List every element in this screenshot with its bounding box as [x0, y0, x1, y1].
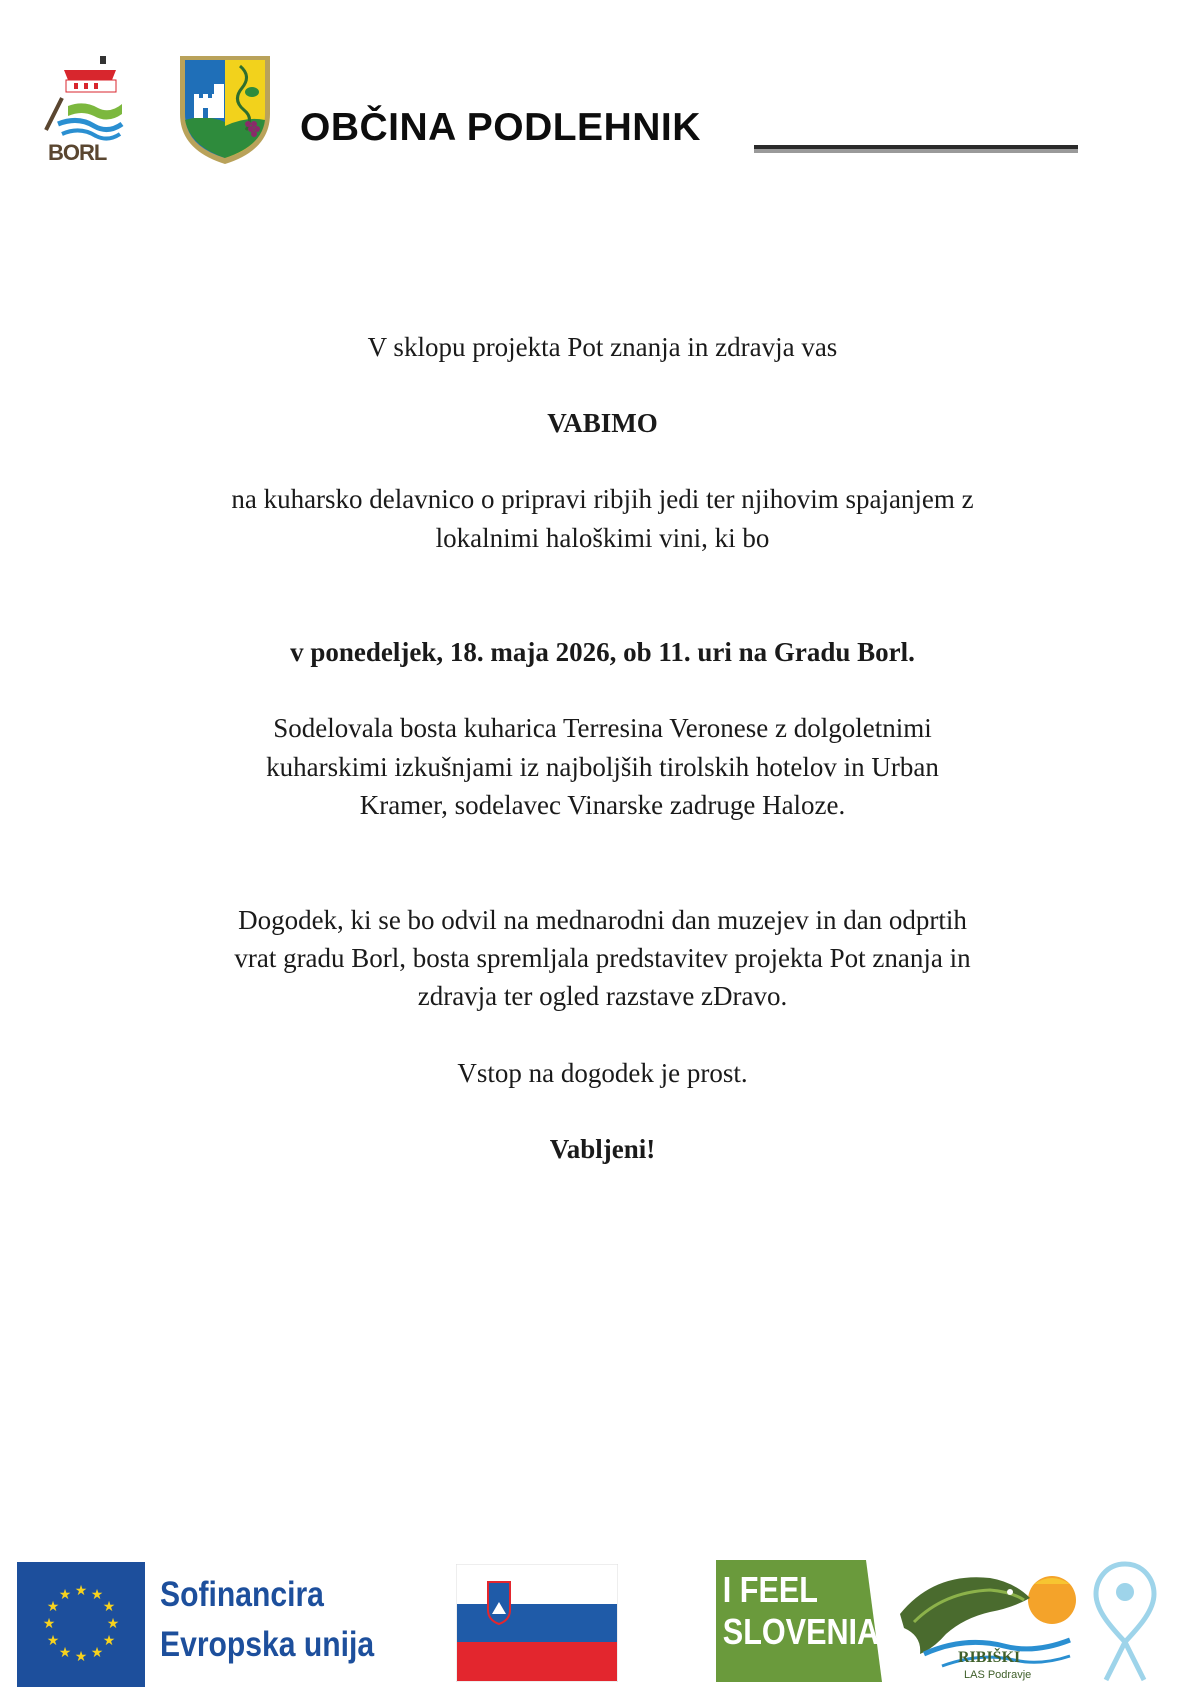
svg-text:★: ★ — [74, 1583, 88, 1599]
svg-text:★: ★ — [106, 1616, 120, 1632]
svg-text:I FEEL: I FEEL — [722, 1570, 818, 1611]
location-pin-icon — [1092, 1560, 1158, 1684]
svg-text:SLOVENIA: SLOVENIA — [722, 1612, 880, 1653]
castle-icon — [64, 56, 116, 92]
svg-text:★: ★ — [102, 1599, 116, 1615]
svg-text:LAS Podravje: LAS Podravje — [964, 1669, 1032, 1681]
eu-cofinance-label — [160, 1570, 374, 1670]
i-feel-slovenia-logo — [716, 1560, 882, 1682]
entry-note: Vstop na dogodek je prost. — [457, 1058, 748, 1088]
svg-text:★: ★ — [90, 1587, 104, 1603]
eu-cofinance-line-2: Evropska unija — [160, 1625, 375, 1664]
participants-line-1: Sodelovala bosta kuharica Terresina Veronese z dolgoletnimi — [273, 713, 932, 743]
svg-text:★: ★ — [42, 1616, 56, 1632]
borl-logo — [44, 54, 128, 164]
municipality-title: OBČINA PODLEHNIK — [300, 106, 701, 149]
invite-heading: VABIMO — [547, 408, 658, 438]
ribiski-las-logo — [894, 1562, 1080, 1686]
svg-text:★: ★ — [58, 1645, 72, 1661]
closing-text: Vabljeni! — [549, 1134, 656, 1164]
event-description-line-1: Dogodek, ki se bo odvil na mednarodni dan muzejev in dan odprtih — [238, 905, 967, 935]
header-divider — [754, 145, 1078, 153]
workshop-text-line-1: na kuharsko delavnico o pripravi ribjih jedi ter njihovim spajanjem z — [231, 484, 974, 514]
workshop-text-line-2: lokalnimi haloškimi vini, ki bo — [435, 523, 770, 553]
borl-logo-text: BORL — [48, 140, 107, 164]
event-date: v ponedeljek, 18. maja 2026, ob 11. uri na Gradu Borl. — [290, 637, 915, 667]
event-description-line-2: vrat gradu Borl, bosta spremljala predstavitev projekta Pot znanja in — [234, 943, 971, 973]
svg-text:★: ★ — [58, 1587, 72, 1603]
slovenia-flag-icon — [456, 1564, 618, 1682]
svg-text:RIBIŠKI: RIBIŠKI — [958, 1649, 1021, 1666]
eu-flag-icon — [17, 1562, 145, 1687]
svg-text:★: ★ — [46, 1633, 60, 1649]
event-description-line-3: zdravja ter ogled razstave zDravo. — [417, 981, 788, 1011]
svg-text:★: ★ — [46, 1599, 60, 1615]
coat-of-arms-icon — [176, 54, 274, 166]
svg-text:★: ★ — [74, 1649, 88, 1665]
intro-text: V sklopu projekta Pot znanja in zdravja vas — [367, 332, 838, 362]
participants-line-2: kuharskimi izkušnjami iz najboljših tirolskih hotelov in Urban — [266, 752, 939, 782]
participants-line-3: Kramer, sodelavec Vinarske zadruge Haloze. — [359, 790, 846, 820]
svg-text:★: ★ — [102, 1633, 116, 1649]
eu-cofinance-line-1: Sofinancira — [160, 1575, 324, 1614]
svg-text:★: ★ — [90, 1645, 104, 1661]
